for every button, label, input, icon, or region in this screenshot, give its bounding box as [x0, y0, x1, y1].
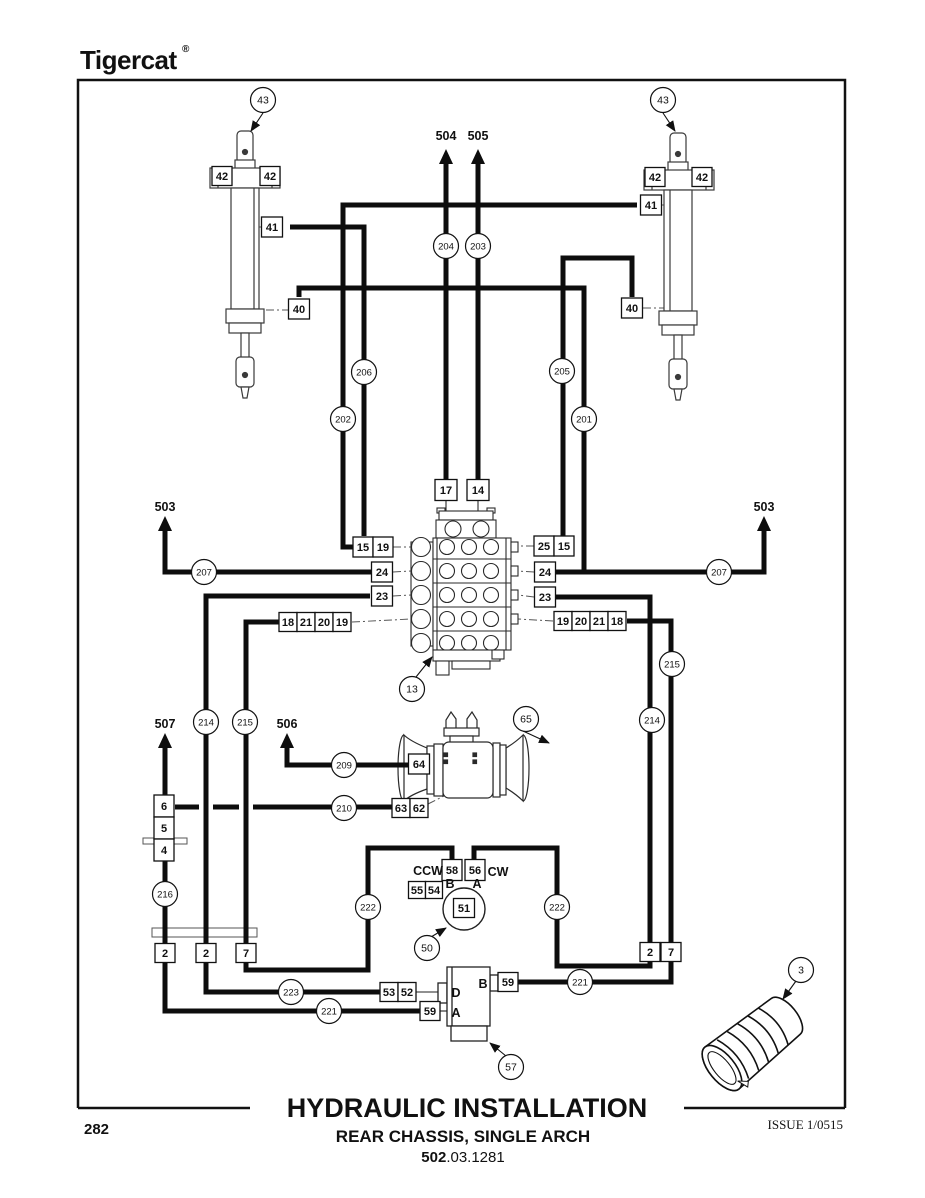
callout-223	[279, 980, 304, 1005]
callout-215	[233, 710, 258, 735]
port-box-21	[297, 613, 315, 632]
svg-text:15: 15	[356, 542, 370, 554]
port-box-4	[154, 839, 174, 861]
port-box-7	[661, 943, 681, 962]
svg-text:54: 54	[427, 885, 441, 897]
svg-text:201: 201	[576, 414, 592, 426]
callout-222	[356, 895, 381, 920]
svg-text:42: 42	[695, 172, 709, 184]
callout-57	[499, 1055, 524, 1080]
port-box-54	[426, 882, 443, 899]
port-box-41	[262, 217, 283, 237]
port-box-20	[315, 613, 333, 632]
port-box-63	[392, 799, 410, 818]
svg-text:19: 19	[335, 617, 349, 629]
drawing-title: HYDRAULIC INSTALLATION	[286, 1093, 648, 1123]
svg-text:50: 50	[421, 942, 433, 955]
port-box-51	[454, 899, 475, 918]
svg-text:57: 57	[505, 1061, 517, 1074]
svg-text:41: 41	[644, 200, 658, 212]
port-box-2	[196, 944, 216, 963]
svg-text:43: 43	[257, 94, 269, 107]
svg-text:24: 24	[375, 567, 389, 579]
svg-text:62: 62	[412, 803, 426, 815]
svg-text:40: 40	[625, 303, 639, 315]
port-box-19	[333, 613, 351, 632]
port-letter-A: A	[472, 877, 482, 891]
callout-205	[550, 359, 575, 384]
svg-text:2: 2	[202, 948, 210, 960]
flow-arrow-label-504: 504	[435, 129, 457, 143]
svg-text:56: 56	[468, 865, 482, 877]
port-box-19	[554, 612, 572, 631]
callout-204	[434, 234, 459, 259]
port-box-7	[236, 944, 256, 963]
callout-209	[332, 753, 357, 778]
svg-text:41: 41	[265, 222, 279, 234]
issue-label: ISSUE 1/0515	[767, 1117, 843, 1132]
callout-207	[192, 560, 217, 585]
svg-text:214: 214	[644, 715, 660, 727]
port-letter-A: A	[451, 1006, 461, 1020]
port-box-42	[212, 167, 232, 186]
svg-text:202: 202	[335, 414, 351, 426]
callout-202	[331, 407, 356, 432]
svg-text:15: 15	[557, 541, 571, 553]
callout-3	[789, 958, 814, 983]
svg-text:63: 63	[394, 803, 408, 815]
port-box-17	[435, 480, 457, 501]
svg-text:19: 19	[556, 616, 570, 628]
svg-text:205: 205	[554, 366, 570, 378]
construction-lines	[250, 192, 668, 804]
svg-text:204: 204	[438, 241, 454, 253]
port-box-15	[554, 536, 574, 556]
svg-text:5: 5	[160, 823, 168, 835]
port-box-40	[622, 298, 643, 318]
port-letter-B: B	[478, 977, 488, 991]
callout-221	[317, 999, 342, 1024]
port-box-2	[155, 944, 175, 963]
svg-text:23: 23	[375, 591, 389, 603]
svg-text:13: 13	[406, 683, 418, 696]
port-box-5	[154, 817, 174, 839]
svg-text:21: 21	[592, 616, 606, 628]
port-box-15	[353, 537, 373, 557]
svg-text:53: 53	[382, 987, 396, 999]
svg-text:207: 207	[196, 567, 212, 579]
port-letter-B: B	[445, 877, 455, 891]
svg-text:6: 6	[160, 801, 168, 813]
port-box-64	[409, 754, 430, 774]
flow-arrow-label-507: 507	[154, 717, 176, 731]
svg-text:55: 55	[410, 885, 424, 897]
svg-text:20: 20	[574, 616, 588, 628]
flow-arrow-label-503: 503	[154, 500, 176, 514]
svg-text:59: 59	[501, 977, 515, 989]
svg-text:51: 51	[457, 903, 471, 915]
port-box-6	[154, 795, 174, 817]
svg-text:223: 223	[283, 987, 299, 999]
page-number: 282	[84, 1121, 110, 1138]
tigercat-logo: Tigercat	[80, 45, 177, 75]
callout-50	[415, 936, 440, 961]
port-box-52	[398, 983, 416, 1002]
drawing-subtitle: REAR CHASSIS, SINGLE ARCH	[335, 1127, 591, 1146]
svg-text:215: 215	[237, 717, 253, 729]
svg-text:215: 215	[664, 659, 680, 671]
svg-text:17: 17	[439, 485, 453, 497]
svg-text:21: 21	[299, 617, 313, 629]
svg-text:24: 24	[538, 567, 552, 579]
port-box-59	[420, 1002, 440, 1021]
svg-text:42: 42	[263, 171, 277, 183]
port-box-19	[373, 537, 393, 557]
svg-text:222: 222	[549, 902, 565, 914]
svg-text:222: 222	[360, 902, 376, 914]
svg-text:19: 19	[376, 542, 390, 554]
callout-214	[194, 710, 219, 735]
callout-65	[514, 707, 539, 732]
svg-text:206: 206	[356, 367, 372, 379]
svg-text:203: 203	[470, 241, 486, 253]
port-box-42	[260, 167, 280, 186]
callout-203	[466, 234, 491, 259]
callout-210	[332, 796, 357, 821]
flow-arrow-label-503: 503	[753, 500, 775, 514]
svg-text:59: 59	[423, 1006, 437, 1018]
callout-221	[568, 970, 593, 995]
svg-text:40: 40	[292, 304, 306, 316]
callout-214	[640, 708, 665, 733]
callout-leaders	[251, 113, 796, 1056]
callout-216	[153, 882, 178, 907]
port-box-59	[498, 973, 518, 992]
flow-arrow-label-506: 506	[276, 717, 298, 731]
callout-206	[352, 360, 377, 385]
callout-13	[400, 677, 425, 702]
port-box-53	[380, 983, 398, 1002]
port-box-62	[410, 799, 428, 818]
svg-text:2: 2	[646, 947, 654, 959]
port-box-24	[535, 562, 556, 582]
svg-text:43: 43	[657, 94, 669, 107]
svg-text:4: 4	[160, 845, 168, 857]
hose-coil	[695, 988, 814, 1100]
svg-text:14: 14	[471, 485, 485, 497]
port-box-20	[572, 612, 590, 631]
svg-text:3: 3	[798, 964, 804, 977]
valve-bank	[411, 501, 518, 675]
svg-text:65: 65	[520, 713, 532, 726]
callout-43	[251, 88, 276, 113]
callout-222	[545, 895, 570, 920]
callout-207	[707, 560, 732, 585]
flow-arrow-label-505: 505	[467, 129, 489, 143]
port-box-25	[534, 536, 554, 556]
port-box-21	[590, 612, 608, 631]
svg-text:20: 20	[317, 617, 331, 629]
port-box-40	[289, 299, 310, 319]
port-box-18	[608, 612, 626, 631]
svg-text:2: 2	[161, 948, 169, 960]
port-box-23	[535, 587, 556, 607]
svg-text:7: 7	[667, 947, 675, 959]
svg-text:7: 7	[242, 948, 250, 960]
svg-text:214: 214	[198, 717, 214, 729]
svg-text:221: 221	[321, 1006, 337, 1018]
svg-text:221: 221	[572, 977, 588, 989]
svg-text:216: 216	[157, 889, 173, 901]
port-box-42	[645, 168, 665, 187]
svg-text:210: 210	[336, 803, 352, 815]
svg-text:42: 42	[648, 172, 662, 184]
svg-text:23: 23	[538, 592, 552, 604]
port-box-18	[279, 613, 297, 632]
registered-mark: ®	[182, 44, 190, 55]
port-box-55	[409, 882, 426, 899]
callout-215	[660, 652, 685, 677]
svg-text:207: 207	[711, 567, 727, 579]
port-box-14	[467, 480, 489, 501]
svg-text:25: 25	[537, 541, 551, 553]
port-letter-CCW: CCW	[413, 864, 443, 878]
port-box-23	[372, 586, 393, 606]
port-box-2	[640, 943, 660, 962]
svg-text:209: 209	[336, 760, 352, 772]
port-letter-D: D	[451, 986, 461, 1000]
callout-43	[651, 88, 676, 113]
port-box-41	[641, 195, 662, 215]
svg-text:58: 58	[445, 865, 459, 877]
svg-text:18: 18	[610, 616, 624, 628]
svg-text:64: 64	[412, 759, 426, 771]
port-box-24	[372, 562, 393, 582]
port-letter-CW: CW	[487, 865, 509, 879]
part-number: 502.03.1281	[421, 1149, 505, 1166]
svg-text:52: 52	[400, 987, 414, 999]
callout-201	[572, 407, 597, 432]
port-box-42	[692, 168, 712, 187]
svg-text:18: 18	[281, 617, 295, 629]
svg-text:42: 42	[215, 171, 229, 183]
